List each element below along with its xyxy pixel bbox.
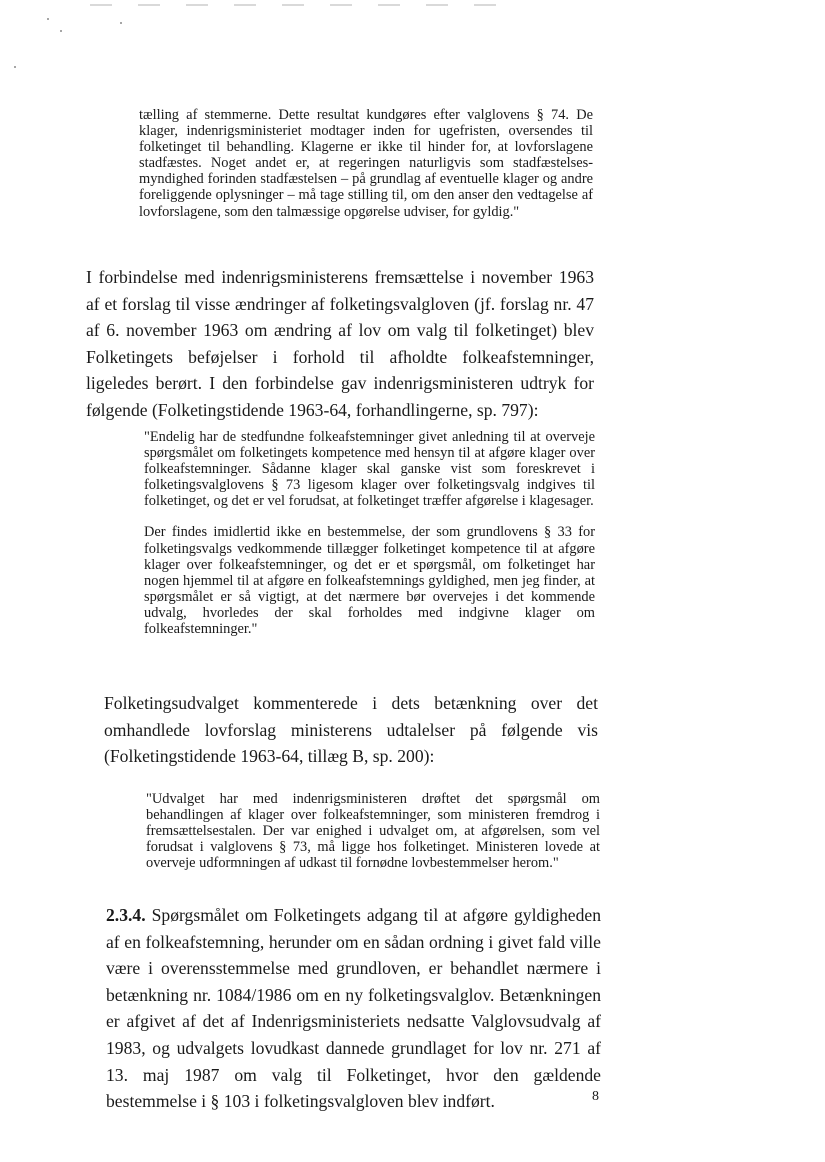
scan-artifact-top: [90, 4, 510, 6]
block-quote-2-part-1: "Endelig har de stedfundne folkeafstemninger givet anledning til at overveje spørgsmålet om folketingets kompetence med hensyn til at afgøre klager over folkeafstemninger. Sådanne klager skal ganske vist som foreskrevet i folketingsvalglovens § 73 ligesom klager over folketingsvalg indgives til folketinget, og det er vel forudsat, at folketinget træffer afgørelse i klagesager.: [144, 429, 595, 510]
block-quote-1-text: tælling af stemmerne. Dette resultat kundgøres efter valglovens § 74. De klager, indenrigsministeriet modtager inden for ugefristen, oversendes til folketinget til behandling. Klagerne er ikke til hinder for, at lovforslagene stadfæstes. Noget andet er, at regeringen naturligvis som stadfæstelses-myndighed forinden stadfæstelsen – på grundlag af eventuelle klager og andre foreliggende oplysninger – må tage stilling til, om den anser den vedtagelse af lovforslagene, som den talmæssige opgørelse udviser, for gyldig.": [139, 107, 593, 220]
page-number: 8: [592, 1089, 599, 1104]
body-paragraph-1: [86, 264, 594, 424]
scan-speck: [14, 66, 16, 68]
block-quote-2-part-2: Der findes imidlertid ikke en bestemmelse, der som grundlovens § 33 for folketingsvalgs vedkommende tillægger folketinget kompetence til at afgøre klager over folkeafstemninger, og det er et spørgsmål, om folketinget har nogen hjemmel til at afgøre en folkeafstemnings gyldighed, men jeg finder, at spørgsmålet er så vigtigt, at det nærmere bør overvejes i det kommende udvalg, hvorledes der skal forholdes med indgivne klager om folkeafstemninger.": [144, 524, 595, 638]
body-paragraph-2: [104, 690, 598, 770]
body-paragraph-1-text: I forbindelse med indenrigsministerens fremsættelse i november 1963 af et forslag til visse ændringer af folketingsvalgloven (jf. forslag nr. 47 af 6. november 1963 om ændring af lov om valg til folketinget) blev Folketingets beføjelser i forhold til afholdte folkeafstemninger, ligeledes berørt. I den forbindelse gav indenrigsministeren udtryk for følgende (Folketingstidende 1963-64, forhandlingerne, sp. 797):: [86, 267, 594, 420]
block-quote-3: [146, 791, 600, 871]
block-quote-2: [144, 429, 595, 637]
section-text: Spørgsmålet om Folketingets adgang til at afgøre gyldigheden af en folkeafstemning, herunder om en sådan ordning i givet fald ville være i overensstemmelse med grundloven, er behandlet nærmere i betænkning nr. 1084/1986 om en ny folketingsvalglov. Betænkningen er afgivet af det af Indenrigsministeriets nedsatte Valglovsudvalg af 1983, og udvalgets lovudkast dannede grundlaget for lov nr. 271 af 13. maj 1987 om valg til Folketinget, hvor den gældende bestemmelse i § 103 i folketingsvalgloven blev indført.: [106, 905, 601, 1112]
scan-speck: [47, 18, 49, 20]
section-number: 2.3.4.: [106, 905, 146, 925]
block-quote-3-text: "Udvalget har med indenrigsministeren drøftet det spørgsmål om behandlingen af klager over folkeafstemninger, som ministeren fremdrog i fremsættelsestalen. Der var enighed i udvalget om, at afgørelsen, som vel forudsat i valglovens § 73, må ligge hos folketinget. Ministeren lovede at overveje udformningen af udkast til fornødne lovbestemmelser herom.": [146, 791, 600, 872]
scan-speck: [60, 30, 62, 32]
body-paragraph-2-text: Folketingsudvalget kommenterede i dets betænkning over det omhandlede lovforslag ministerens udtalelser på følgende vis (Folketingstidende 1963-64, tillæg B, sp. 200):: [104, 693, 598, 767]
section-2-3-4: [106, 902, 601, 1115]
block-quote-1: [139, 107, 593, 220]
scan-speck: [120, 22, 122, 24]
